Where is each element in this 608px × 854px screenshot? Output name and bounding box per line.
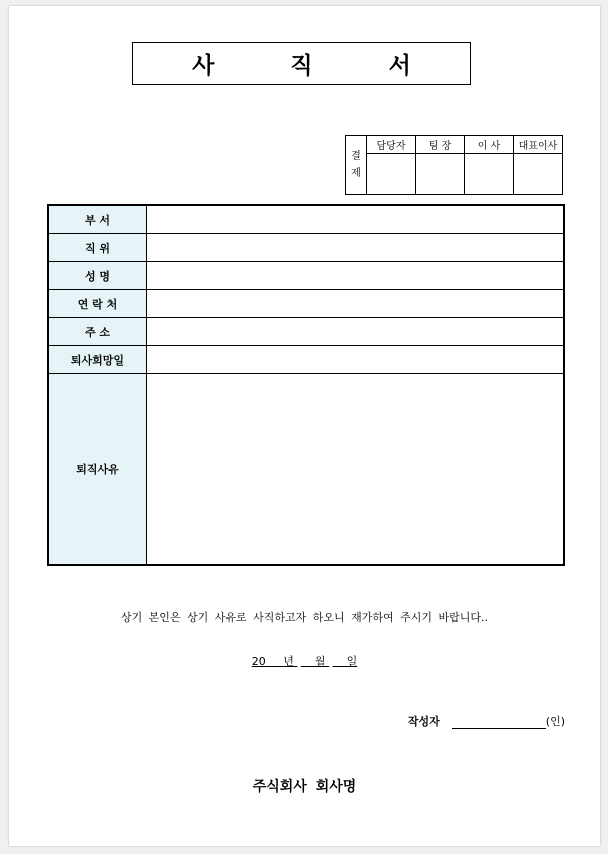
title-box	[132, 42, 471, 85]
date-month-unit: 월	[314, 655, 326, 668]
approval-table	[345, 135, 563, 195]
document-page	[9, 6, 600, 846]
writer-seal: (인)	[545, 715, 565, 728]
approval-side-label-2: 제	[351, 168, 361, 179]
company-name: 주식회사 회사명	[252, 779, 357, 795]
date-month[interactable]	[301, 655, 329, 668]
date-day-unit: 일	[346, 655, 358, 668]
approval-sign-team-lead[interactable]	[416, 154, 465, 195]
info-table	[47, 204, 565, 566]
label-name: 성 명	[48, 262, 147, 290]
date-year[interactable]	[252, 655, 298, 668]
approval-header-manager: 담당자	[367, 136, 416, 154]
table-row	[48, 318, 564, 346]
writer-signature-field[interactable]	[452, 714, 546, 729]
table-row	[48, 374, 564, 566]
approval-side-label-1: 결	[351, 151, 361, 162]
table-row	[48, 290, 564, 318]
table-row	[48, 346, 564, 374]
approval-sign-ceo[interactable]	[514, 154, 563, 195]
approval-header-team-lead: 팀 장	[416, 136, 465, 154]
date-line	[9, 653, 600, 669]
table-row	[48, 262, 564, 290]
writer-label: 작성자	[407, 715, 440, 728]
writer-line	[408, 713, 565, 729]
approval-side-label	[346, 136, 367, 195]
field-resignation-reason[interactable]	[147, 374, 565, 566]
table-row	[48, 234, 564, 262]
approval-sign-manager[interactable]	[367, 154, 416, 195]
field-address[interactable]	[147, 318, 565, 346]
field-position[interactable]	[147, 234, 565, 262]
approval-header-director: 이 사	[465, 136, 514, 154]
date-year-unit: 년	[283, 655, 294, 668]
document-title: 사 직 서	[192, 53, 445, 79]
statement-text: 상기 본인은 상기 사유로 사직하고자 하오니 재가하여 주시기 바랍니다..	[120, 611, 489, 624]
field-department[interactable]	[147, 205, 565, 234]
table-row	[48, 205, 564, 234]
label-resignation-reason: 퇴직사유	[48, 374, 147, 566]
label-position: 직 위	[48, 234, 147, 262]
label-address: 주 소	[48, 318, 147, 346]
label-department: 부 서	[48, 205, 147, 234]
label-desired-leave-date: 퇴사희망일	[48, 346, 147, 374]
field-name[interactable]	[147, 262, 565, 290]
approval-sign-director[interactable]	[465, 154, 514, 195]
date-year-prefix: 20	[251, 655, 266, 668]
label-contact: 연 락 처	[48, 290, 147, 318]
date-day[interactable]	[333, 655, 358, 668]
field-desired-leave-date[interactable]	[147, 346, 565, 374]
approval-header-ceo: 대표이사	[514, 136, 563, 154]
field-contact[interactable]	[147, 290, 565, 318]
